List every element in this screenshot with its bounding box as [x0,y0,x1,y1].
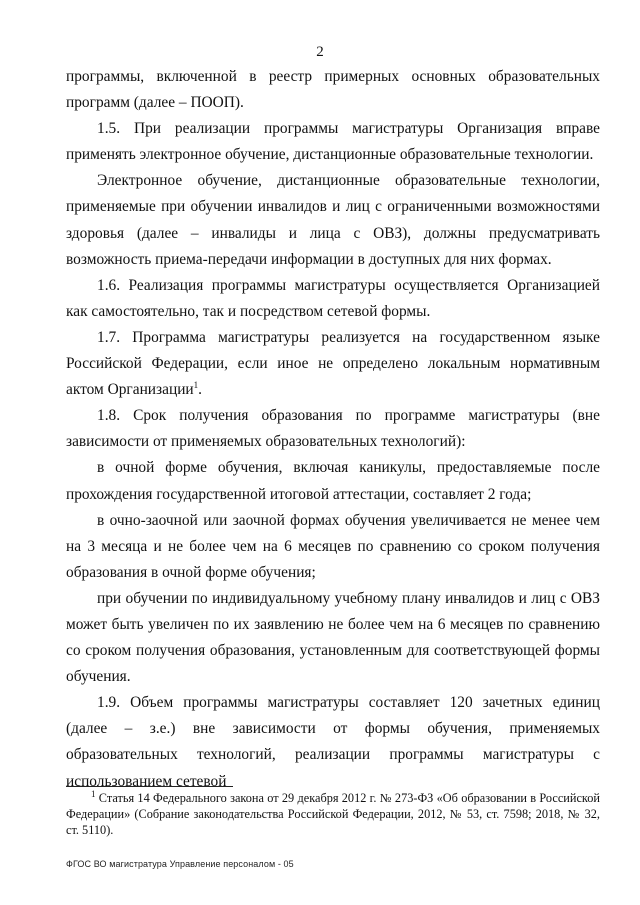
footnote-divider [66,786,233,787]
paragraph-part-time: в очно-заочной или заочной формах обучения увеличивается не менее чем на 3 месяца и не более чем на 6 месяцев по сравнению со сроком получения образования в очной форме обучения; [66,511,600,581]
paragraph-1-7 [66,325,600,403]
paragraph-e-learning-ovz: Электронное обучение, дистанционные образовательные технологии, применяемые при обучении инвалидов и лиц с ограниченными возможностями здоровья (далее – инвалиды и лица с ОВЗ), должны предусматривать возможность приема-передачи информации в доступных для них формах. [66,172,600,268]
paragraph-1-9: 1.9. Объем программы магистратуры составляет 120 зачетных единиц (далее – з.е.) вне зависимости от формы обучения, применяемых образовательных технологий, реализации программы магистратуры с использованием сетевой [66,694,600,790]
paragraph-1-7-text: 1.7. Программа магистратуры реализуется на государственном языке Российской Федерации, если иное не определено локальным нормативным актом Организации [66,328,600,399]
footnote-reference[interactable]: 1 [193,380,199,390]
footnote [66,788,600,838]
paragraph-1-6: 1.6. Реализация программы магистратуры осуществляется Организацией как самостоятельно, так и посредством сетевой формы. [66,276,600,320]
paragraph-1-5: 1.5. При реализации программы магистратуры Организация вправе применять электронное обучение, дистанционные образовательные технологии. [66,120,600,164]
paragraph-individual-plan: при обучении по индивидуальному учебному плану инвалидов и лиц с ОВЗ может быть увеличен по их заявлению не более чем на 6 месяцев по сравнению со сроком получения образования, установленным для соответствующей формы обучения. [66,589,600,686]
paragraph-poop-continuation: программы, включенной в реестр примерных основных образовательных программ (далее – ПООП). [66,68,600,112]
document-body [66,64,600,795]
page-number: 2 [316,44,324,60]
page-footer: ФГОС ВО магистратура Управление персоналом - 05 [66,859,294,869]
paragraph-1-7-tail: . [198,381,203,399]
footnote-marker: 1 [91,788,96,799]
footnote-text: Статья 14 Федерального закона от 29 декабря 2012 г. № 273-ФЗ «Об образовании в Российской Федерации» (Собрание законодательства Российской Федерации, 2012, № 53, ст. 7598; 2018, № 32, ст. 5110). [66,791,600,837]
paragraph-full-time: в очной форме обучения, включая каникулы, предоставляемые после прохождения государственной итоговой аттестации, составляет 2 года; [66,459,600,503]
paragraph-1-8: 1.8. Срок получения образования по программе магистратуры (вне зависимости от применяемых образовательных технологий): [66,407,600,451]
